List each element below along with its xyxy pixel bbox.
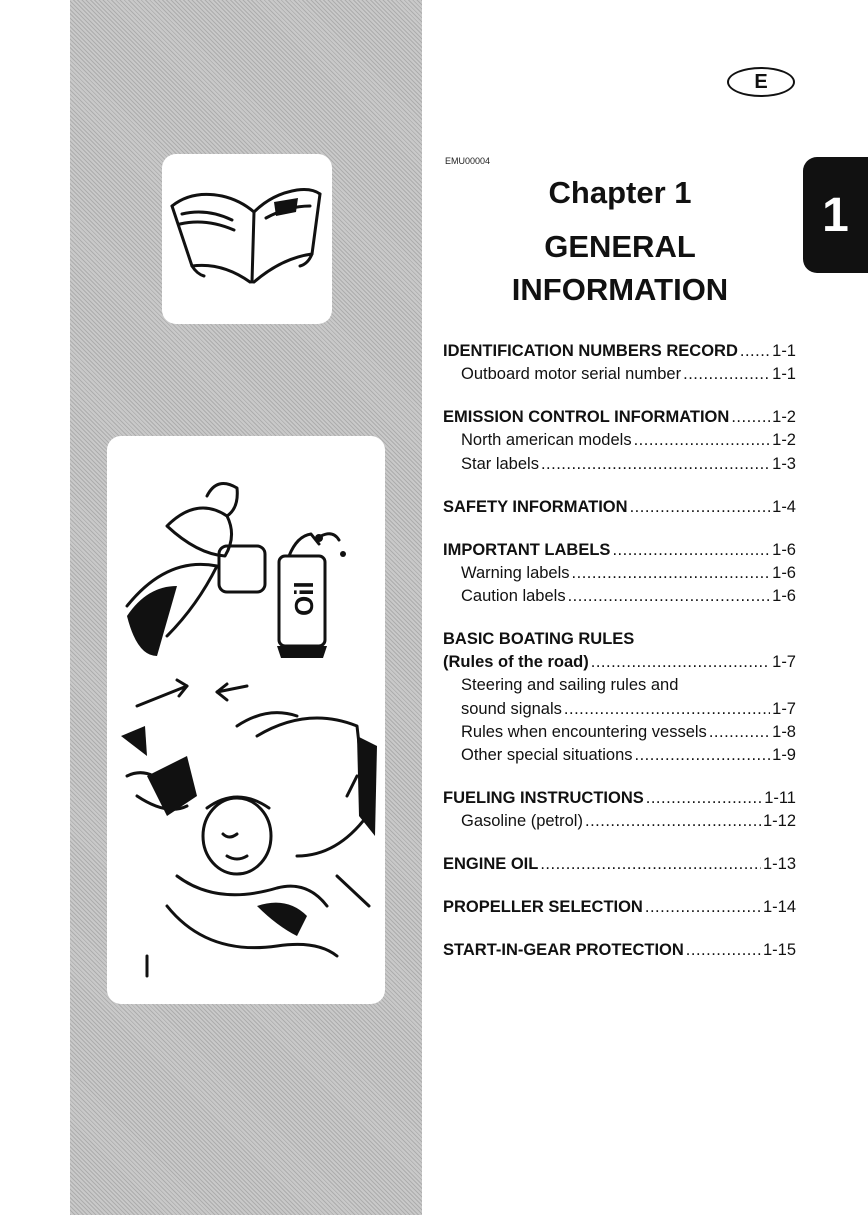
- toc-entry-title: START-IN-GEAR PROTECTION: [443, 941, 684, 960]
- chapter-title: Chapter 1: [548, 175, 692, 210]
- toc-entry-title: EMISSION CONTROL INFORMATION: [443, 408, 730, 427]
- toc-leader-dots: [564, 698, 770, 721]
- toc-leader-dots: [686, 939, 761, 962]
- toc-entry-title: IMPORTANT LABELS: [443, 540, 611, 559]
- mechanic-illustration-drawing: [107, 436, 385, 1004]
- toc-sub-entry[interactable]: [443, 453, 796, 476]
- oil-can-label: Oil: [289, 581, 319, 616]
- toc-main-entry[interactable]: [443, 406, 796, 429]
- toc-page-number: 1-12: [762, 812, 796, 831]
- toc-sub-entry-line1: [443, 674, 796, 697]
- toc-entry-title: Outboard motor serial number: [461, 365, 682, 384]
- toc-main-entry[interactable]: [443, 853, 796, 876]
- toc-main-entry[interactable]: [443, 539, 796, 562]
- toc-page-number: 1-6: [772, 540, 796, 559]
- table-of-contents: [443, 340, 796, 962]
- toc-main-entry-line1: [443, 628, 796, 651]
- toc-leader-dots: [731, 406, 770, 429]
- toc-leader-dots: [634, 429, 771, 452]
- toc-entry-title: IDENTIFICATION NUMBERS RECORD: [443, 342, 738, 360]
- toc-entry-title: Gasoline (petrol): [461, 812, 583, 831]
- toc-leader-dots: [568, 585, 771, 608]
- toc-page-number: 1-9: [772, 746, 796, 765]
- toc-sub-entry[interactable]: [443, 585, 796, 608]
- toc-leader-dots: [683, 363, 770, 386]
- toc-sub-entry[interactable]: [443, 810, 796, 833]
- toc-leader-dots: [630, 496, 771, 519]
- toc-main-entry[interactable]: [443, 340, 796, 363]
- toc-main-entry[interactable]: [443, 496, 796, 519]
- toc-page-number: 1-1: [772, 342, 796, 360]
- toc-main-entry[interactable]: [443, 939, 796, 962]
- toc-entry-title: Steering and sailing rules and: [461, 676, 679, 695]
- chapter-tab[interactable]: [803, 157, 868, 273]
- toc-main-entry[interactable]: [443, 651, 796, 674]
- toc-sub-entry[interactable]: [443, 698, 796, 721]
- toc-entry-title: Star labels: [461, 454, 539, 473]
- toc-page-number: 1-1: [772, 365, 796, 384]
- document-code: EMU00004: [445, 156, 491, 166]
- toc-page-number: 1-11: [764, 789, 796, 808]
- book-icon-card: [162, 154, 332, 324]
- toc-entry-title: (Rules of the road): [443, 653, 589, 672]
- toc-leader-dots: [645, 896, 761, 919]
- toc-entry-title: ENGINE OIL: [443, 855, 539, 874]
- toc-page-number: 1-3: [772, 454, 796, 473]
- toc-page-number: 1-14: [762, 898, 796, 917]
- toc-entry-title: BASIC BOATING RULES: [443, 630, 635, 649]
- toc-main-entry[interactable]: [443, 787, 796, 810]
- section-title-line1: GENERAL: [544, 229, 696, 264]
- toc-leader-dots: [709, 721, 770, 744]
- chapter-tab-number: 1: [822, 188, 849, 242]
- toc-page-number: 1-6: [772, 563, 796, 582]
- toc-page-number: 1-15: [762, 941, 796, 960]
- toc-page-number: 1-7: [772, 699, 796, 718]
- toc-leader-dots: [646, 787, 762, 810]
- toc-main-entry[interactable]: [443, 896, 796, 919]
- section-title-line2: INFORMATION: [511, 272, 729, 307]
- toc-entry-title: SAFETY INFORMATION: [443, 497, 628, 516]
- toc-leader-dots: [540, 853, 761, 876]
- section-title: [440, 225, 800, 311]
- toc-leader-dots: [585, 810, 761, 833]
- mechanic-illustration: [107, 436, 385, 1004]
- toc-sub-entry[interactable]: [443, 721, 796, 744]
- toc-sub-entry[interactable]: [443, 429, 796, 452]
- toc-leader-dots: [612, 539, 770, 562]
- toc-page-number: 1-7: [772, 653, 796, 672]
- toc-entry-title: FUELING INSTRUCTIONS: [443, 789, 644, 808]
- toc-sub-entry[interactable]: [443, 562, 796, 585]
- language-badge: E: [727, 67, 795, 97]
- toc-leader-dots: [740, 340, 770, 363]
- toc-page-number: 1-8: [772, 722, 796, 741]
- toc-entry-title: Rules when encountering vessels: [461, 722, 707, 741]
- toc-entry-title: Warning labels: [461, 563, 570, 582]
- toc-sub-entry[interactable]: [443, 744, 796, 767]
- toc-entry-title: Caution labels: [461, 587, 566, 606]
- toc-entry-title: Other special situations: [461, 746, 633, 765]
- toc-entry-title: sound signals: [461, 699, 562, 718]
- toc-leader-dots: [635, 744, 771, 767]
- toc-entry-title: North american models: [461, 431, 632, 450]
- toc-leader-dots: [541, 453, 770, 476]
- toc-entry-title: PROPELLER SELECTION: [443, 898, 643, 917]
- toc-page-number: 1-13: [762, 855, 796, 874]
- toc-page-number: 1-2: [772, 431, 796, 450]
- toc-leader-dots: [591, 651, 770, 674]
- toc-page-number: 1-6: [772, 587, 796, 606]
- toc-sub-entry[interactable]: [443, 363, 796, 386]
- toc-page-number: 1-4: [772, 497, 796, 516]
- open-book-icon: [162, 154, 332, 324]
- toc-page-number: 1-2: [772, 408, 796, 427]
- toc-leader-dots: [572, 562, 771, 585]
